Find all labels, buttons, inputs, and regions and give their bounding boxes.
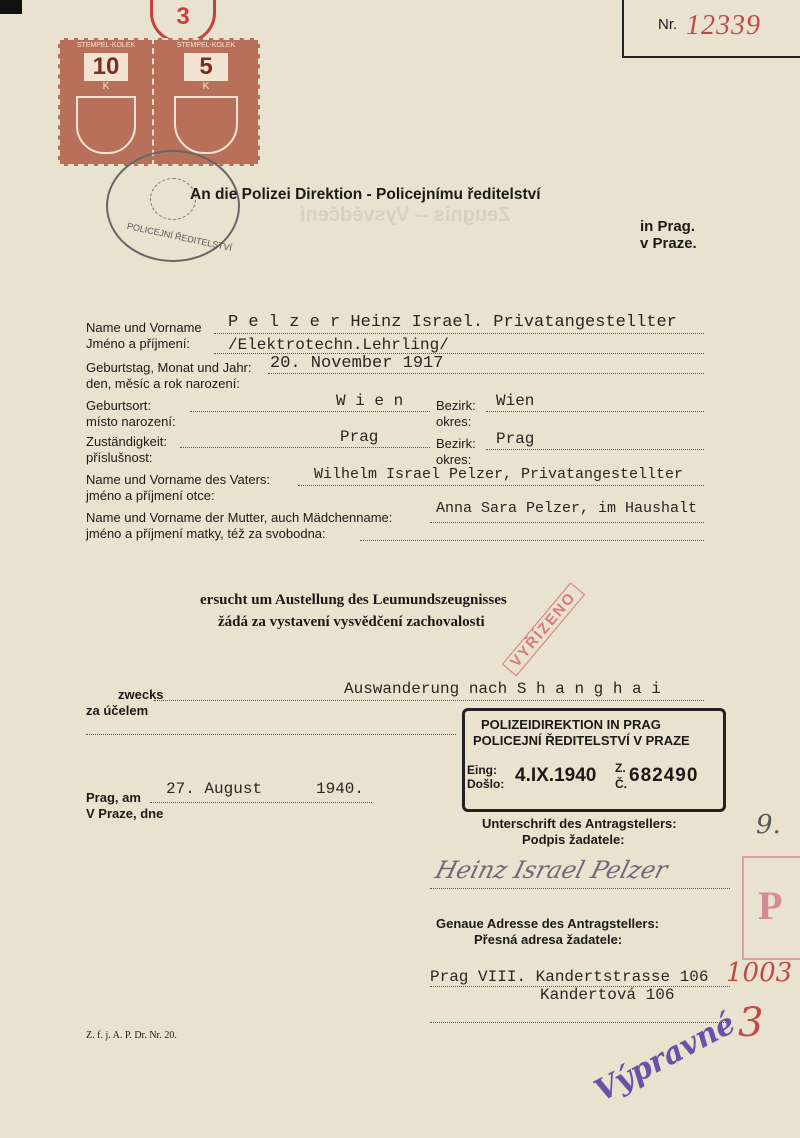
district-value: Wien xyxy=(496,392,535,410)
district-label-de: Bezirk: xyxy=(436,398,476,413)
mother-line-2 xyxy=(360,540,704,541)
purpose-value: Auswanderung nach S h a n g h a i xyxy=(344,680,661,698)
jurisdiction-line xyxy=(180,447,430,448)
jurisdiction-label-cz: příslušnost: xyxy=(86,450,153,465)
signature-value: Heinz Israel Pelzer xyxy=(432,856,671,884)
date-day: 27. August xyxy=(166,780,263,798)
purpose-line xyxy=(154,700,704,701)
revenue-stamp-10 xyxy=(58,38,154,166)
father-label-de: Name und Vorname des Vaters: xyxy=(86,472,271,487)
bg-heading: Zeugnis -- Vysvědčení xyxy=(300,204,511,226)
district2-line xyxy=(486,449,704,450)
revenue-stamp-5 xyxy=(152,38,260,166)
stamp-value: 5 xyxy=(184,53,228,81)
nr-label: Nr. xyxy=(658,16,678,33)
father-line xyxy=(298,485,704,486)
lion-emblem-icon xyxy=(76,96,136,154)
receipt-zc: Z. xyxy=(615,761,626,775)
birthplace-value: W i e n xyxy=(336,392,404,410)
request-cz: žádá za vystavení vysvědčení zachovalosti xyxy=(218,614,485,630)
circle-number xyxy=(150,0,216,43)
district-label-cz: okres: xyxy=(436,414,472,429)
jurisdiction-label-de: Zuständigkeit: xyxy=(86,434,167,449)
birth-label-de: Geburtstag, Monat und Jahr: xyxy=(86,360,252,375)
birth-label-cz: den, měsíc a rok narození: xyxy=(86,376,240,391)
birthplace-label-de: Geburtsort: xyxy=(86,398,152,413)
name-label-de: Name und Vorname xyxy=(86,320,202,335)
nr-box xyxy=(622,0,800,58)
signature-label-cz: Podpis žadatele: xyxy=(522,832,625,847)
address-label-cz: Přesná adresa žadatele: xyxy=(474,932,623,947)
district2-value: Prag xyxy=(496,430,535,448)
place-de: in Prag. xyxy=(640,218,696,235)
father-value: Wilhelm Israel Pelzer, Privatangestellter xyxy=(314,466,684,483)
district-line xyxy=(486,411,704,412)
request-de: ersucht um Austellung des Leumundszeugnisses xyxy=(200,592,507,608)
address-line-2 xyxy=(430,1022,730,1023)
circle-number-text: 3 xyxy=(176,3,190,30)
lion-emblem-icon xyxy=(174,96,238,154)
footer-form-no: Z. f. j. A. P. Dr. Nr. 20. xyxy=(86,1030,177,1041)
red-p-box xyxy=(742,856,800,960)
jurisdiction-value: Prag xyxy=(340,428,379,446)
birthplace-line xyxy=(190,411,430,412)
receipt-c: Č. xyxy=(615,777,627,791)
receipt-dosl: Došlo: xyxy=(467,777,505,791)
address-line2: Kandertová 106 xyxy=(540,986,675,1004)
address-line1: Prag VIII. Kandertstrasse 106 xyxy=(430,968,709,986)
name-line xyxy=(214,333,704,334)
receipt-line1: POLIZEIDIREKTION IN PRAG xyxy=(481,717,661,732)
signature-label-de: Unterschrift des Antragstellers: xyxy=(482,816,677,831)
birth-value: 20. November 1917 xyxy=(270,354,444,373)
purpose-label-cz: za účelem xyxy=(86,703,149,718)
red-p-letter: P xyxy=(758,883,783,928)
round-police-seal xyxy=(106,150,240,262)
header-title: An die Polizei Direktion - Policejnímu ředitelství xyxy=(190,186,541,203)
red-margin-number: 1003 xyxy=(726,958,793,988)
place-cz: v Praze. xyxy=(640,235,697,252)
date-line xyxy=(150,802,372,803)
red-vyrizeno-stamp: VYŘÍZENO xyxy=(502,583,585,677)
stamp-header: STEMPEL-KOLEK xyxy=(76,42,136,49)
seal-text: POLICEJNÍ ŘEDITELSTVÍ xyxy=(126,220,233,254)
red-margin-digit: 3 xyxy=(738,1000,764,1046)
date-label-de: Prag, am xyxy=(86,790,141,805)
mother-line xyxy=(430,522,704,523)
signature-line xyxy=(430,888,730,889)
corner-mark xyxy=(0,0,22,14)
receipt-stamp xyxy=(462,708,726,812)
receipt-date: 4.IX.1940 xyxy=(515,765,597,786)
birthplace-label-cz: místo narození: xyxy=(86,414,176,429)
name-value: P e l z e r Heinz Israel. Privatangestellter xyxy=(228,313,677,332)
mother-label-de: Name und Vorname der Mutter, auch Mädchenname: xyxy=(86,510,393,525)
stamp-currency: K xyxy=(202,81,210,92)
receipt-eing: Eing: xyxy=(467,763,497,777)
pencil-note: 9. xyxy=(756,810,781,840)
birth-line xyxy=(268,373,704,374)
stamp-value: 10 xyxy=(84,53,128,81)
district2-label-cz: okres: xyxy=(436,452,472,467)
receipt-number: 682490 xyxy=(629,765,699,786)
purpose-label-de: zwecks xyxy=(118,687,164,702)
stamp-currency: K xyxy=(102,81,110,92)
date-year: 1940. xyxy=(316,780,365,798)
receipt-line2: POLICEJNÍ ŘEDITELSTVÍ V PRAZE xyxy=(473,733,690,748)
stamp-header: STEMPEL-KOLEK xyxy=(176,42,236,49)
purpose-line-2 xyxy=(86,734,456,735)
name-label-cz: Jméno a příjmení: xyxy=(86,336,191,351)
date-label-cz: V Praze, dne xyxy=(86,806,164,821)
address-label-de: Genaue Adresse des Antragstellers: xyxy=(436,916,660,931)
name-value-2: /Elektrotechn.Lehrling/ xyxy=(228,336,449,354)
district2-label-de: Bezirk: xyxy=(436,436,476,451)
father-label-cz: jméno a příjmení otce: xyxy=(86,488,215,503)
vypravne-stamp: Výpravné xyxy=(588,1005,742,1110)
mother-value: Anna Sara Pelzer, im Haushalt xyxy=(436,500,698,517)
nr-value: 12339 xyxy=(686,10,761,41)
mother-label-cz: jméno a příjmení matky, též za svobodna: xyxy=(86,526,326,541)
